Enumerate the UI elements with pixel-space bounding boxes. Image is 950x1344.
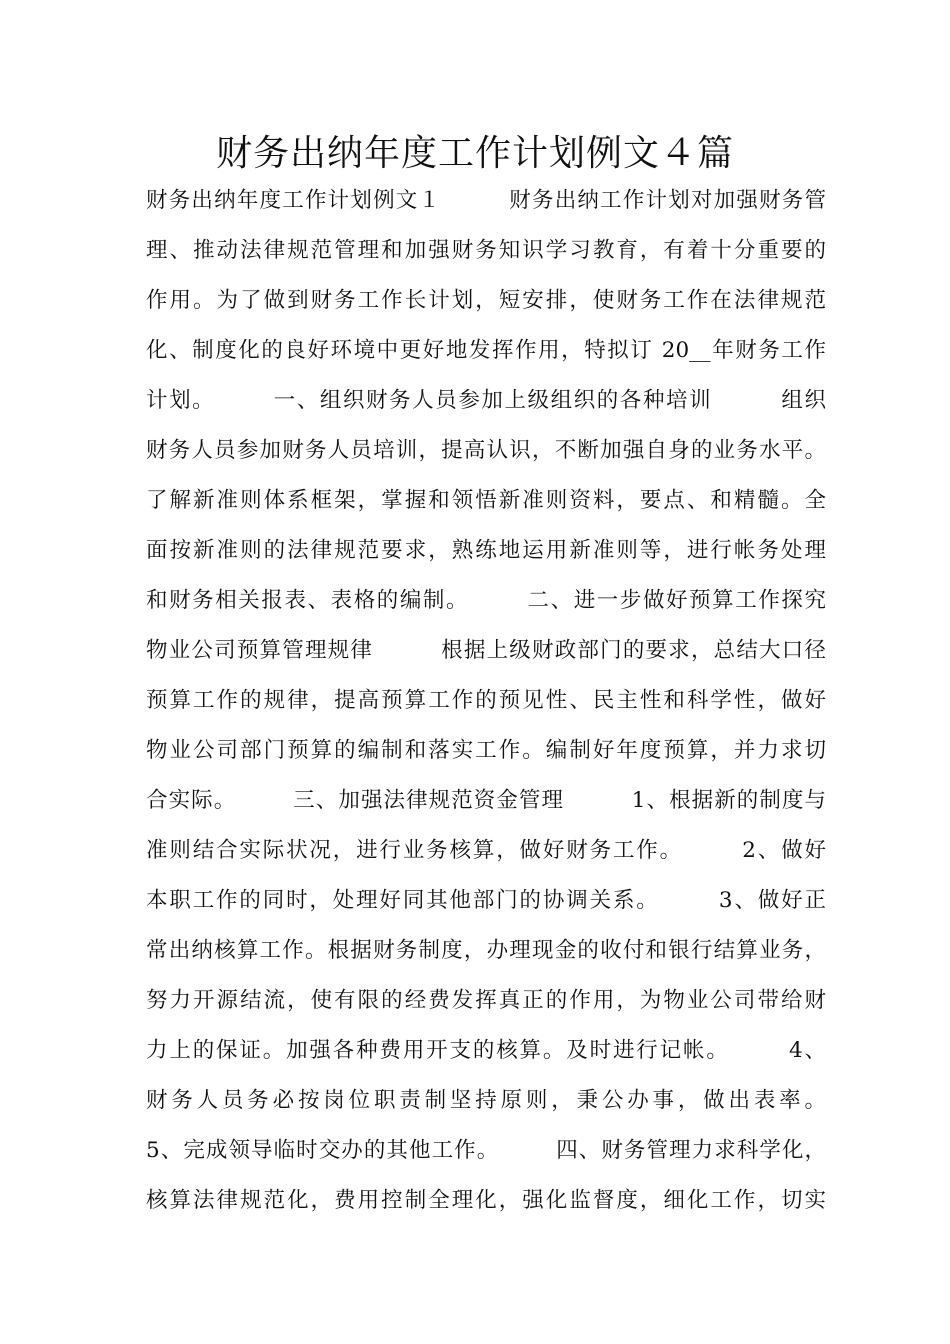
body-line: 努力开源结流，使有限的经费发挥真正的作用，为物业公司带给财 <box>146 988 826 1013</box>
body-line: 计划。 一、组织财务人员参加上级组织的各种培训 组织 <box>146 388 826 413</box>
document-title: 财务出纳年度工作计划例文４篇 <box>215 133 734 174</box>
body-line: 物业公司预算管理规律 根据上级财政部门的要求，总结大口径 <box>146 638 826 663</box>
body-line: 财务人员参加财务人员培训，提高认识，不断加强自身的业务水平。 <box>146 438 826 463</box>
body-line: 化、制度化的良好环境中更好地发挥作用，特拟订 20__年财务工作 <box>146 338 826 363</box>
body-line: 常出纳核算工作。根据财务制度，办理现金的收付和银行结算业务， <box>146 938 826 963</box>
body-line: 本职工作的同时，处理好同其他部门的协调关系。 3、做好正 <box>146 888 826 913</box>
body-line: 和财务相关报表、表格的编制。 二、进一步做好预算工作探究 <box>146 588 826 613</box>
body-line: 力上的保证。加强各种费用开支的核算。及时进行记帐。 4、 <box>146 1038 826 1063</box>
body-line: 合实际。 三、加强法律规范资金管理 1、根据新的制度与 <box>146 788 826 813</box>
body-line: 财务出纳年度工作计划例文１ 财务出纳工作计划对加强财务管 <box>146 188 826 213</box>
body-line: 理、推动法律规范管理和加强财务知识学习教育，有着十分重要的 <box>146 238 826 263</box>
body-line: 面按新准则的法律规范要求，熟练地运用新准则等，进行帐务处理 <box>146 538 826 563</box>
body-line: 准则结合实际状况，进行业务核算，做好财务工作。 2、做好 <box>146 838 826 863</box>
document-body <box>146 176 826 1226</box>
body-line: 预算工作的规律，提高预算工作的预见性、民主性和科学性，做好 <box>146 688 826 713</box>
body-line: 财务人员务必按岗位职责制坚持原则，秉公办事，做出表率。 <box>146 1088 826 1113</box>
body-line: 作用。为了做到财务工作长计划，短安排，使财务工作在法律规范 <box>146 288 826 313</box>
body-line: 核算法律规范化，费用控制全理化，强化监督度，细化工作，切实 <box>146 1188 826 1213</box>
body-line: 物业公司部门预算的编制和落实工作。编制好年度预算，并力求切 <box>146 738 826 763</box>
body-line: 了解新准则体系框架，掌握和领悟新准则资料，要点、和精髓。全 <box>146 488 826 513</box>
body-line: 5、完成领导临时交办的其他工作。 四、财务管理力求科学化， <box>146 1138 826 1163</box>
